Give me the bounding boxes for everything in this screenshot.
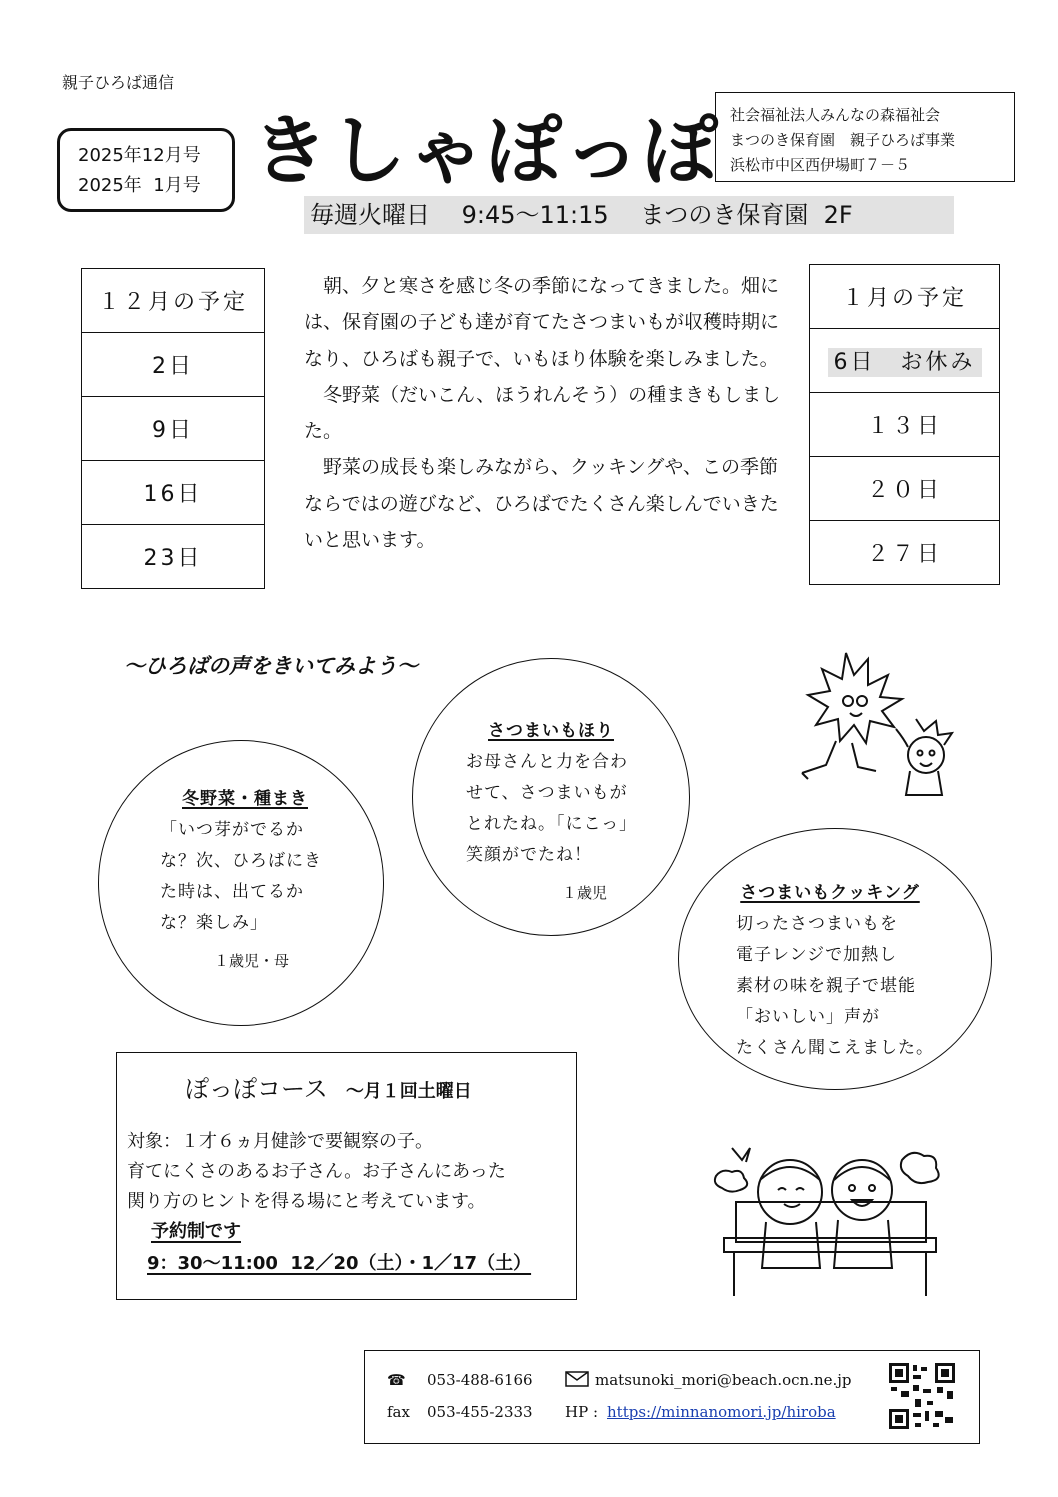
voice-line: 素材の味を親子で堪能 [736,976,916,996]
course-title: ぽっぽコース [185,1075,328,1103]
children-bench-illustration [712,1140,948,1300]
intro-text [304,268,782,558]
org-name: 社会福祉法人みんなの森福祉会 [730,106,941,124]
december-date: 23日 [82,525,265,589]
voice-line: たくさん聞こえました。 [736,1038,934,1058]
december-date: 9日 [82,397,265,461]
course-line: 関り方のヒントを得る場にと考えています。 [127,1191,486,1212]
newsletter-title: きしゃぽっぽ [252,106,720,195]
envelope-icon [565,1371,589,1387]
newsletter-label: 親子ひろば通信 [62,73,175,92]
course-reservation-note: 予約制です [151,1221,241,1242]
intro-paragraph: 野菜の成長も楽しみながら、クッキングや、この季節ならではの遊びなど、ひろばでたくさん楽しんでいきたいと思います。 [304,456,779,552]
leaf-characters-illustration [796,645,962,801]
january-heading: １月の予定 [810,265,1000,329]
voice-line: お母さんと力を合わ [466,752,628,772]
voice-line: た時は、出てるか [160,882,304,902]
voice-sowing-text [160,784,330,939]
december-date: 2日 [82,333,265,397]
voice-line: せて、さつまいもが [466,783,628,803]
course-dates: 9：30～11:00 12／20（土）・1／17（土） [147,1253,532,1274]
homepage-label: HP : [565,1403,598,1421]
january-schedule-table [809,264,1000,585]
phone-number[interactable]: 053-488-6166 [427,1371,533,1389]
course-description [127,1127,506,1217]
december-heading: １２月の予定 [82,269,265,333]
intro-paragraph: 朝、夕と寒さを感じ冬の季節になってきました。畑には、保育園の子ども達が育てたさつまいもが収穫時期になり、ひろばも親子で、いもほり体験を楽しみました。 [304,275,780,370]
voice-digging-age: １歳児 [562,884,608,902]
voice-digging-title: さつまいもほり [488,721,614,741]
voice-sowing-age: １歳児・母 [214,952,290,970]
december-schedule-table [81,268,265,589]
issue-box [57,128,235,212]
voice-line: な？楽しみ」 [160,913,268,933]
fax-label: fax [387,1403,410,1421]
voice-cooking-text [736,878,934,1064]
voice-line: 切ったさつまいもを [736,914,898,934]
voice-digging-text [466,716,637,871]
email-address[interactable]: matsunoki_mori@beach.ocn.ne.jp [595,1371,852,1389]
voice-line: 笑顔がでたね！ [466,845,592,865]
organization-box [715,92,1015,182]
course-title-row [185,1069,472,1104]
january-date-off [810,329,1000,393]
org-program: まつのき保育園 親子ひろば事業 [730,131,956,149]
voices-heading: ～ひろばの声をきいてみよう～ [124,654,418,678]
course-line: 育てにくさのあるお子さん。お子さんにあった [127,1161,506,1182]
holiday-label: 6日 お休み [828,348,982,377]
voice-sowing-title: 冬野菜・種まき [182,789,308,809]
homepage-link[interactable]: https://minnanomori.jp/hiroba [607,1403,836,1421]
december-date: 16日 [82,461,265,525]
january-date: ２７日 [810,521,1000,585]
weekly-schedule-bar: 毎週火曜日 9:45～11:15 まつのき保育園 2F [304,196,954,234]
poppo-course-box [116,1052,577,1300]
voice-cooking-title: さつまいもクッキング [740,883,920,903]
course-line: 対象：１才６ヵ月健診で要観察の子。 [127,1131,433,1152]
voice-line: 「おいしい」声が [736,1007,880,1027]
january-date: １３日 [810,393,1000,457]
course-subtitle: ～月１回土曜日 [345,1081,472,1102]
voice-line: 電子レンジで加熱し [736,945,898,965]
contact-box [364,1350,980,1444]
org-address: 浜松市中区西伊場町７－５ [730,156,911,174]
intro-paragraph: 冬野菜（だいこん、ほうれんそう）の種まきもしました。 [304,383,781,443]
qr-code-icon[interactable] [887,1361,957,1431]
issue-line-2: 2025年 1月号 [78,175,201,196]
fax-number: 053-455-2333 [427,1403,533,1421]
voice-line: な？次、ひろばにき [160,851,322,871]
phone-icon: ☎ [387,1371,406,1389]
january-date: ２０日 [810,457,1000,521]
voice-line: とれたね。「にこっ」 [466,814,638,834]
voice-line: 「いつ芽がでるか [160,820,304,840]
issue-line-1: 2025年12月号 [78,145,201,166]
